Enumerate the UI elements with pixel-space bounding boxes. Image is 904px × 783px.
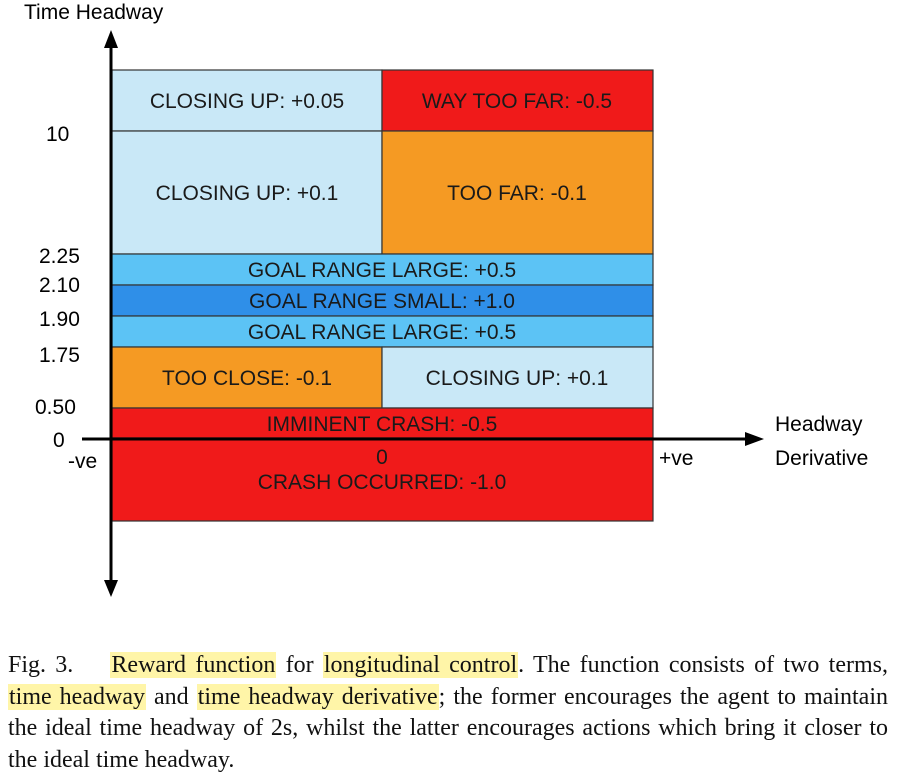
caption-text: . The function consists of two terms, — [518, 652, 889, 678]
y-axis-arrow-down-icon — [104, 580, 118, 597]
y-axis-title: Time Headway — [24, 1, 164, 24]
x-label-neg: -ve — [68, 450, 98, 473]
caption-highlight-time-headway: time headway — [9, 683, 145, 710]
x-label-pos: +ve — [659, 447, 694, 470]
region-label: CLOSING UP: +0.1 — [155, 182, 339, 205]
caption-highlight-reward-function: Reward function — [111, 652, 276, 678]
region-label: WAY TOO FAR: -0.5 — [421, 90, 613, 113]
y-tick-1-75: 1.75 — [39, 344, 80, 367]
x-axis-title-line1: Headway — [775, 413, 863, 436]
region-label: IMMINENT CRASH: -0.5 — [266, 413, 498, 436]
caption-highlight-longitudinal-control: longitudinal control — [323, 652, 518, 678]
region-label: CLOSING UP: +0.05 — [149, 90, 345, 113]
region-label: CRASH OCCURRED: -1.0 — [257, 471, 507, 494]
region-label: TOO FAR: -0.1 — [447, 182, 587, 205]
region-label: TOO CLOSE: -0.1 — [162, 367, 332, 390]
y-tick-0-50: 0.50 — [35, 396, 76, 419]
y-tick-1-90: 1.90 — [39, 308, 80, 331]
x-axis-arrow-right-icon — [745, 432, 764, 446]
x-label-zero: 0 — [376, 446, 388, 469]
caption-text: for — [276, 652, 323, 678]
caption-highlight-time-headway-derivative: time headway derivative — [197, 683, 438, 710]
caption-fig-label: Fig. 3. — [8, 652, 74, 678]
region-label: GOAL RANGE LARGE: +0.5 — [247, 321, 517, 344]
region-label: GOAL RANGE LARGE: +0.5 — [247, 259, 517, 282]
figure-caption — [8, 650, 888, 776]
caption-text: ; the former encourages the agent to maintain the ideal time headway of 2s, whilst the latter encourages actions which bring it closer to the ideal time headway. — [8, 683, 889, 773]
y-tick-10: 10 — [46, 123, 70, 146]
y-tick-0: 0 — [53, 429, 65, 452]
region-label: CLOSING UP: +0.1 — [425, 367, 609, 390]
y-tick-2-10: 2.10 — [39, 274, 80, 297]
region-label: GOAL RANGE SMALL: +1.0 — [249, 290, 515, 313]
y-tick-2-25: 2.25 — [39, 245, 80, 268]
caption-text: and — [145, 683, 197, 710]
x-axis-title-line2: Derivative — [775, 447, 869, 470]
y-axis-arrow-up-icon — [104, 30, 118, 48]
